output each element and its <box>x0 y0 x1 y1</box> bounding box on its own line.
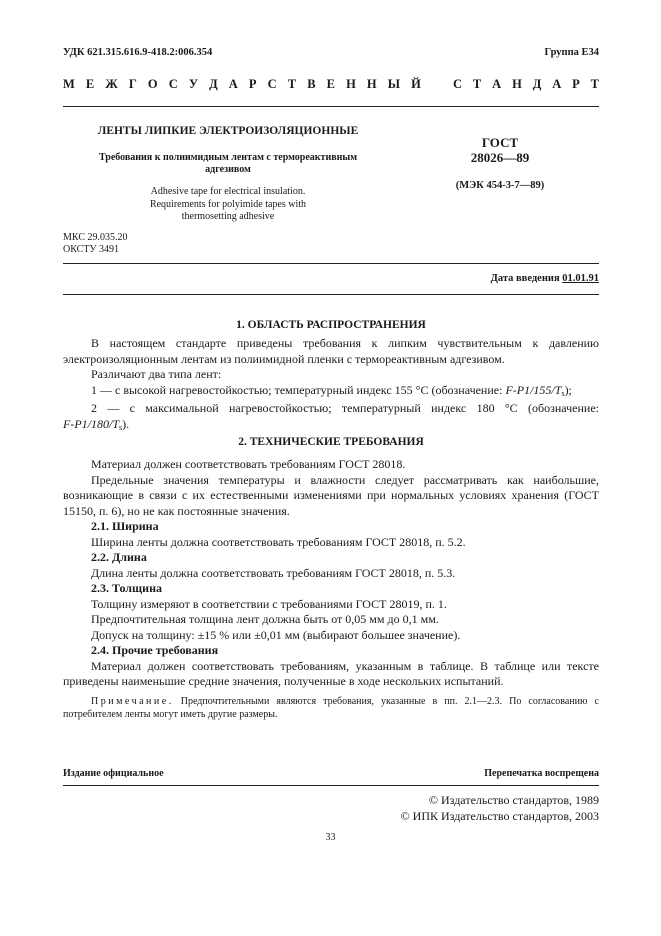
subsection-length-text: Длина ленты должна соответствовать требованиям ГОСТ 28018, п. 5.3. <box>91 565 456 580</box>
banner-word-2: С Т А Н Д А Р Т <box>453 77 599 91</box>
udk-code: УДК 621.315.616.9-418.2:006.354 <box>63 47 213 58</box>
note-label: Примечание. <box>91 695 174 707</box>
classification-codes <box>63 232 127 256</box>
section1-para1: В настоящем стандарте приведены требования к липким чувствительным к давлению электроизоляционным лентам из полиимидной пленки с термореактивным адгезивом. <box>63 336 599 366</box>
type1-end: ); <box>564 382 572 397</box>
copyright-block <box>401 793 599 824</box>
doc-title: ЛЕНТЫ ЛИПКИЕ ЭЛЕКТРОИЗОЛЯЦИОННЫЕ <box>97 125 359 137</box>
english-title <box>63 186 393 224</box>
section2-body <box>63 457 599 721</box>
subsection-length-heading: 2.2. Длина <box>91 550 147 564</box>
note-text: Предпочтительными являются требования, указанные в пп. 2.1—2.3. По согласованию с потребителем ленты могут иметь другие размеры. <box>63 695 599 720</box>
type1-text: 1 — с высокой нагревостойкостью; температурный индекс 155 °С (обозначение: <box>91 382 506 397</box>
doc-subtitle-line2: адгезивом <box>205 164 251 175</box>
section1-type2-cont <box>63 417 599 436</box>
group-code: Группа Е34 <box>544 47 599 58</box>
copyright-line1: © Издательство стандартов, 1989 <box>428 793 599 807</box>
section2-para2: Предельные значения температуры и влажности следует рассматривать как наибольшие, возникающие в связи с их естественными изменениями при нормальных условиях хранения (ГОСТ 15150, п. 6), но не как постоянные значения. <box>63 472 599 518</box>
gost-number: 28026—89 <box>470 150 530 165</box>
section1-type1 <box>63 383 599 402</box>
introduction-date <box>491 273 599 284</box>
subsection-thickness-text2: Предпочтительная толщина лент должна быть от 0,05 мм до 0,1 мм. <box>91 612 439 626</box>
subsection-width-text: Ширина ленты должна соответствовать требованиям ГОСТ 28018, п. 5.2. <box>91 534 466 549</box>
note <box>63 695 599 721</box>
page-number: 33 <box>325 832 336 843</box>
subsection-thickness-text3: Допуск на толщину: ±15 % или ±0,01 мм (выбирают большее значение). <box>91 627 461 642</box>
top-rule <box>63 106 599 107</box>
iec-reference: (МЭК 454-3-7—89) <box>455 180 545 191</box>
english-title-line1: Adhesive tape for electrical insulation. <box>150 186 306 197</box>
copyright-line2: © ИПК Издательство стандартов, 2003 <box>400 808 599 823</box>
type2-end: ). <box>122 416 130 431</box>
section1-para2: Различают два типа лент: <box>91 367 222 381</box>
subsection-thickness-text1: Толщину измеряют в соответствии с требованиями ГОСТ 28019, п. 1. <box>91 596 447 611</box>
subsection-width-heading: 2.1. Ширина <box>91 519 159 533</box>
banner-word-1: М Е Ж Г О С У Д А Р С Т В Е Н Н Ы Й <box>63 77 421 91</box>
doc-subtitle <box>63 152 393 176</box>
subsection-other-heading: 2.4. Прочие требования <box>91 643 219 657</box>
mks-code: МКС 29.035.20 <box>63 232 128 243</box>
footer-rule <box>63 785 599 786</box>
introduction-date-value: 01.01.91 <box>562 273 599 284</box>
introduction-date-label: Дата введения <box>490 273 560 284</box>
section1-heading: 1. ОБЛАСТЬ РАСПРОСТРАНЕНИЯ <box>236 319 426 331</box>
type1-sub: s <box>561 388 565 398</box>
type2-sub: s <box>119 422 123 432</box>
official-edition: Издание официальное <box>63 768 164 779</box>
english-title-line3: thermosetting adhesive <box>181 211 275 222</box>
lower-rule <box>63 294 599 295</box>
reprint-notice: Перепечатка воспрещена <box>484 768 599 779</box>
type1-code: F-P1/155/T <box>505 382 562 397</box>
interstate-standard-banner <box>63 77 599 92</box>
english-title-line2: Requirements for polyimide tapes with <box>149 198 307 210</box>
doc-subtitle-line1: Требования к полиимидным лентам с термореактивным <box>98 152 358 163</box>
gost-label: ГОСТ <box>481 135 519 150</box>
section1-body <box>63 336 599 435</box>
type2-code: F-P1/180/T <box>63 416 119 431</box>
subsection-other-text: Материал должен соответствовать требованиям, указанным в таблице. В таблице или тексте приведены наименьшие средние значения, полученные в ходе нескольких испытаний. <box>63 658 599 688</box>
section2-heading: 2. ТЕХНИЧЕСКИЕ ТРЕБОВАНИЯ <box>238 436 424 448</box>
section1-type2 <box>63 401 599 417</box>
section2-para1: Материал должен соответствовать требованиям ГОСТ 28018. <box>91 457 406 471</box>
middle-rule <box>63 263 599 264</box>
type2-text: 2 — с максимальной нагревостойкостью; температурный индекс 180 °С (обозначение: <box>91 401 599 415</box>
subsection-thickness-heading: 2.3. Толщина <box>91 581 162 595</box>
okstu-code: ОКСТУ 3491 <box>63 244 120 255</box>
gost-designation <box>430 135 570 165</box>
